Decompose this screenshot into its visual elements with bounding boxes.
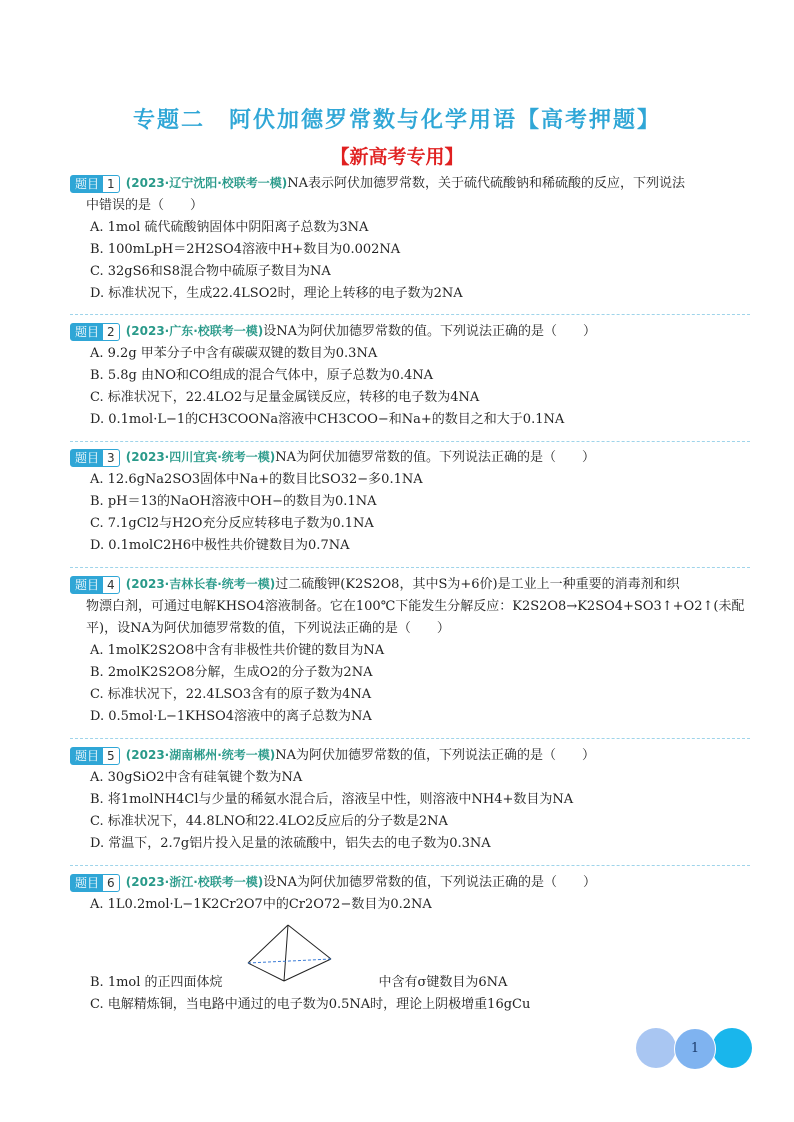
option-c: C. 标准状况下，22.4LO2与足量金属镁反应，转移的电子数为4NA <box>90 390 480 405</box>
question-1 <box>70 172 750 305</box>
page-title: 专题二 阿伏加德罗常数与化学用语【高考押题】 <box>132 108 661 133</box>
page-number-badge <box>636 1028 752 1068</box>
option-c: C. 标准状况下，44.8LNO和22.4LO2反应后的分子数是2NA <box>90 814 448 829</box>
option-b: B. 5.8g 由NO和CO组成的混合气体中，原子总数为0.4NA <box>90 368 434 383</box>
question-6 <box>70 871 750 1016</box>
question-source: (2023·浙江·校联考一模) <box>125 875 264 889</box>
question-stem: NA表示阿伏加德罗常数，关于硫代硫酸钠和稀硫酸的反应，下列说法 <box>287 176 686 191</box>
divider <box>70 441 750 442</box>
option-b: B. 将1molNH4Cl与少量的稀氨水混合后，溶液呈中性，则溶液中NH4+数目为NA <box>90 792 574 807</box>
divider <box>70 865 750 866</box>
question-badge: 题目 5 <box>70 747 120 765</box>
question-source: (2023·广东·校联考一模) <box>125 324 264 338</box>
question-source: (2023·吉林长春·统考一模) <box>125 577 276 591</box>
option-a: A. 1mol 硫代硫酸钠固体中阴阳离子总数为3NA <box>90 220 369 235</box>
option-b: B. 100mLpH＝2H2SO4溶液中H+数目为0.002NA <box>90 242 401 257</box>
page-circle-right <box>712 1028 752 1068</box>
question-stem-continued: 中错误的是（ ） <box>86 198 204 213</box>
question-badge: 题目 3 <box>70 449 120 467</box>
divider <box>70 314 750 315</box>
option-d: D. 标准状况下，生成22.4LSO2时，理论上转移的电子数为2NA <box>90 286 463 301</box>
option-d: D. 0.1mol·L−1的CH3COONa溶液中CH3COO−和Na+的数目之和大于0.1NA <box>90 412 565 427</box>
option-c: C. 标准状况下，22.4LSO3含有的原子数为4NA <box>90 687 372 702</box>
question-3 <box>70 446 750 557</box>
option-b: B. 2molK2S2O8分解，生成O2的分子数为2NA <box>90 665 373 680</box>
option-b: B. 1mol 的正四面体烷 中含有σ键数目为6NA <box>90 975 508 990</box>
question-4 <box>70 573 750 728</box>
option-d: D. 0.5mol·L−1KHSO4溶液中的离子总数为NA <box>90 709 372 724</box>
question-source: (2023·湖南郴州·统考一模) <box>125 748 276 762</box>
option-a: A. 12.6gNa2SO3固体中Na+的数目比SO32−多0.1NA <box>90 472 423 487</box>
question-badge: 题目 4 <box>70 576 120 594</box>
question-5 <box>70 744 750 855</box>
question-stem: 设NA为阿伏加德罗常数的值，下列说法正确的是（ ） <box>263 875 597 890</box>
divider <box>70 738 750 739</box>
option-a: A. 1molK2S2O8中含有非极性共价键的数目为NA <box>90 643 385 658</box>
question-stem: NA为阿伏加德罗常数的值，下列说法正确的是（ ） <box>275 748 596 763</box>
question-stem: 过二硫酸钾(K2S2O8，其中S为+6价)是工业上一种重要的消毒剂和织 <box>275 577 680 592</box>
question-2 <box>70 320 750 431</box>
option-d: D. 0.1molC2H6中极性共价键数目为0.7NA <box>90 538 350 553</box>
divider <box>70 567 750 568</box>
option-a: A. 1L0.2mol·L−1K2Cr2O7中的Cr2O72−数目为0.2NA <box>90 897 432 912</box>
page-circle-left <box>636 1028 676 1068</box>
option-b: B. pH＝13的NaOH溶液中OH−的数目为0.1NA <box>90 494 377 509</box>
option-c: C. 电解精炼铜，当电路中通过的电子数为0.5NA时，理论上阴极增重16gCu <box>90 997 531 1012</box>
question-stem-continued: 物漂白剂，可通过电解KHSO4溶液制备。它在100℃下能发生分解反应：K2S2O8→K2SO4+SO3↑+O2↑(未配平)，设NA为阿伏加德罗常数的值，下列说法正确的是（ ） <box>86 599 745 636</box>
question-stem: NA为阿伏加德罗常数的值。下列说法正确的是（ ） <box>275 450 596 465</box>
question-badge: 题目 2 <box>70 323 120 341</box>
option-c: C. 7.1gCl2与H2O充分反应转移电子数为0.1NA <box>90 516 374 531</box>
option-d: D. 常温下，2.7g铝片投入足量的浓硫酸中，铝失去的电子数为0.3NA <box>90 836 491 851</box>
option-c: C. 32gS6和S8混合物中硫原子数目为NA <box>90 264 331 279</box>
tetrahedrane-figure <box>246 923 336 983</box>
question-badge: 题目 6 <box>70 874 120 892</box>
question-source: (2023·四川宜宾·统考一模) <box>125 450 276 464</box>
question-source: (2023·辽宁沈阳·校联考一模) <box>125 176 288 190</box>
option-a: A. 9.2g 甲苯分子中含有碳碳双键的数目为0.3NA <box>90 346 378 361</box>
question-badge: 题目 1 <box>70 175 120 193</box>
page-subtitle: 【新高考专用】 <box>330 146 464 168</box>
page-number: 1 <box>674 1028 716 1070</box>
option-a: A. 30gSiO2中含有硅氧键个数为NA <box>90 770 303 785</box>
question-stem: 设NA为阿伏加德罗常数的值。下列说法正确的是（ ） <box>263 324 597 339</box>
